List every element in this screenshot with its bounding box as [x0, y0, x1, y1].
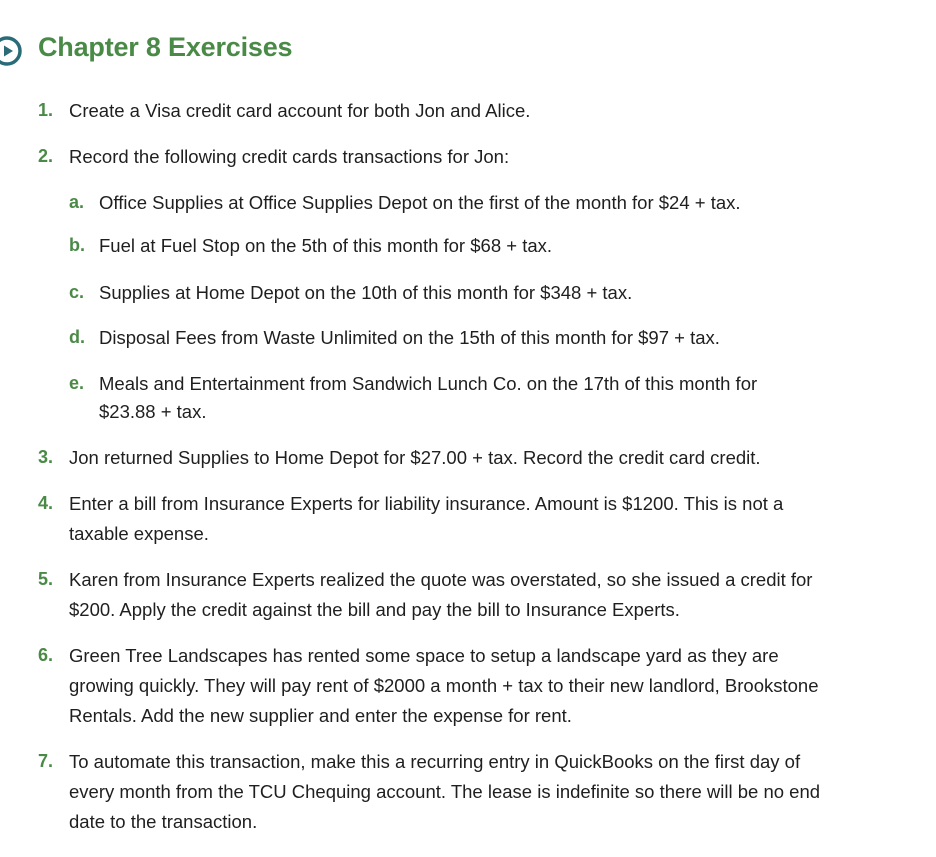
exercise-text: Karen from Insurance Experts realized the quote was overstated, so she issued a credit for	[69, 569, 813, 590]
subexercise-letter: d.	[69, 327, 85, 347]
subexercise-text: Fuel at Fuel Stop on the 5th of this month for $68 + tax.	[99, 235, 553, 256]
exercise-text: growing quickly. They will pay rent of $2000 a month + tax to their new landlord, Brookstone	[69, 675, 819, 696]
exercise-text: Record the following credit cards transactions for Jon:	[69, 146, 510, 167]
exercise-number: 7.	[38, 751, 54, 771]
subexercise-text: Disposal Fees from Waste Unlimited on the 15th of this month for $97 + tax.	[99, 327, 720, 348]
exercise-text: To automate this transaction, make this a recurring entry in QuickBooks on the first day of	[69, 751, 801, 772]
exercise-text: Rentals. Add the new supplier and enter the expense for rent.	[69, 705, 572, 726]
exercise-number: 5.	[38, 569, 54, 589]
exercise-text: taxable expense.	[69, 523, 209, 544]
subexercise-text: Meals and Entertainment from Sandwich Lunch Co. on the 17th of this month for	[99, 373, 758, 394]
exercise-text: Create a Visa credit card account for both Jon and Alice.	[69, 100, 531, 121]
subexercise-letter: e.	[69, 373, 85, 393]
exercise-text: every month from the TCU Chequing account. The lease is indefinite so there will be no end	[69, 781, 821, 802]
subexercise-letter: c.	[69, 282, 85, 302]
exercise-text: Enter a bill from Insurance Experts for liability insurance. Amount is $1200. This is not a	[69, 493, 784, 514]
subexercise-text: Office Supplies at Office Supplies Depot on the first of the month for $24 + tax.	[99, 192, 741, 213]
subexercise-letter: a.	[69, 192, 85, 212]
subexercise-text: Supplies at Home Depot on the 10th of this month for $348 + tax.	[99, 282, 633, 303]
exercise-number: 2.	[38, 146, 54, 166]
page-title: Chapter 8 Exercises	[38, 32, 293, 62]
exercise-number: 6.	[38, 645, 54, 665]
exercise-text: Green Tree Landscapes has rented some space to setup a landscape yard as they are	[69, 645, 779, 666]
exercise-text: Jon returned Supplies to Home Depot for $27.00 + tax. Record the credit card credit.	[69, 447, 761, 468]
exercise-number: 4.	[38, 493, 54, 513]
exercise-text: $200. Apply the credit against the bill and pay the bill to Insurance Experts.	[69, 599, 680, 620]
exercise-number: 1.	[38, 100, 54, 120]
exercise-number: 3.	[38, 447, 54, 467]
subexercise-text: $23.88 + tax.	[99, 401, 207, 422]
exercise-text: date to the transaction.	[69, 811, 258, 832]
subexercise-letter: b.	[69, 235, 85, 255]
